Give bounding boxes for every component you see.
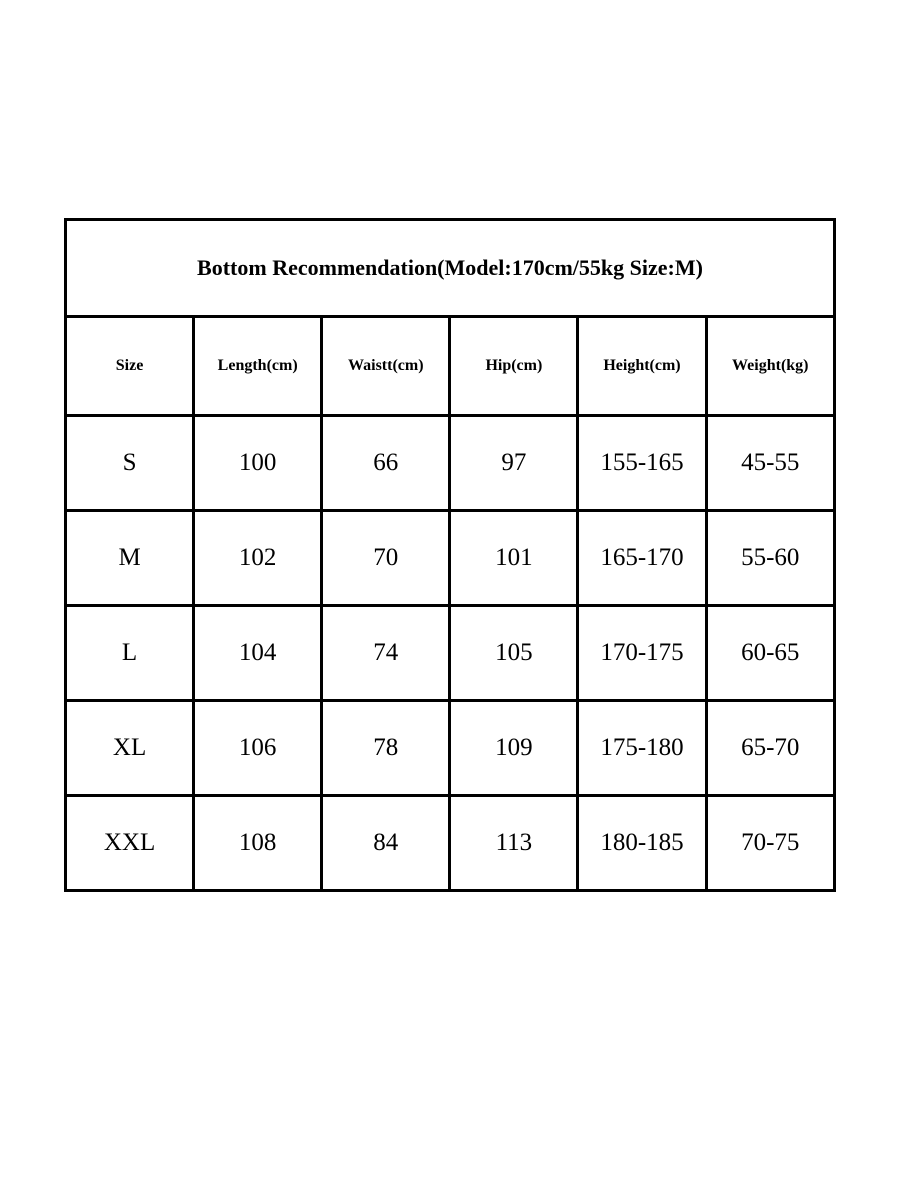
table-row — [66, 701, 835, 796]
header-waist: Waistt(cm) — [322, 317, 450, 416]
cell-size: XL — [66, 701, 194, 796]
cell-hip: 109 — [450, 701, 578, 796]
table-header-row — [66, 317, 835, 416]
cell-hip: 113 — [450, 796, 578, 891]
cell-hip: 105 — [450, 606, 578, 701]
table-title-row — [66, 220, 835, 317]
header-height: Height(cm) — [578, 317, 706, 416]
table-title: Bottom Recommendation(Model:170cm/55kg Size:M) — [66, 220, 835, 317]
cell-size: S — [66, 416, 194, 511]
size-chart-table — [64, 218, 836, 892]
cell-size: XXL — [66, 796, 194, 891]
cell-height: 175-180 — [578, 701, 706, 796]
cell-weight: 65-70 — [706, 701, 834, 796]
cell-size: M — [66, 511, 194, 606]
cell-weight: 45-55 — [706, 416, 834, 511]
cell-height: 180-185 — [578, 796, 706, 891]
cell-weight: 60-65 — [706, 606, 834, 701]
cell-waist: 78 — [322, 701, 450, 796]
cell-length: 108 — [194, 796, 322, 891]
cell-weight: 70-75 — [706, 796, 834, 891]
cell-height: 170-175 — [578, 606, 706, 701]
cell-hip: 97 — [450, 416, 578, 511]
cell-height: 155-165 — [578, 416, 706, 511]
cell-height: 165-170 — [578, 511, 706, 606]
header-size: Size — [66, 317, 194, 416]
cell-length: 100 — [194, 416, 322, 511]
table-row — [66, 511, 835, 606]
cell-weight: 55-60 — [706, 511, 834, 606]
header-weight: Weight(kg) — [706, 317, 834, 416]
header-length: Length(cm) — [194, 317, 322, 416]
table-row — [66, 606, 835, 701]
cell-length: 106 — [194, 701, 322, 796]
header-hip: Hip(cm) — [450, 317, 578, 416]
table-row — [66, 416, 835, 511]
table-row — [66, 796, 835, 891]
cell-waist: 70 — [322, 511, 450, 606]
cell-waist: 84 — [322, 796, 450, 891]
cell-waist: 66 — [322, 416, 450, 511]
cell-waist: 74 — [322, 606, 450, 701]
cell-length: 104 — [194, 606, 322, 701]
cell-length: 102 — [194, 511, 322, 606]
cell-hip: 101 — [450, 511, 578, 606]
cell-size: L — [66, 606, 194, 701]
